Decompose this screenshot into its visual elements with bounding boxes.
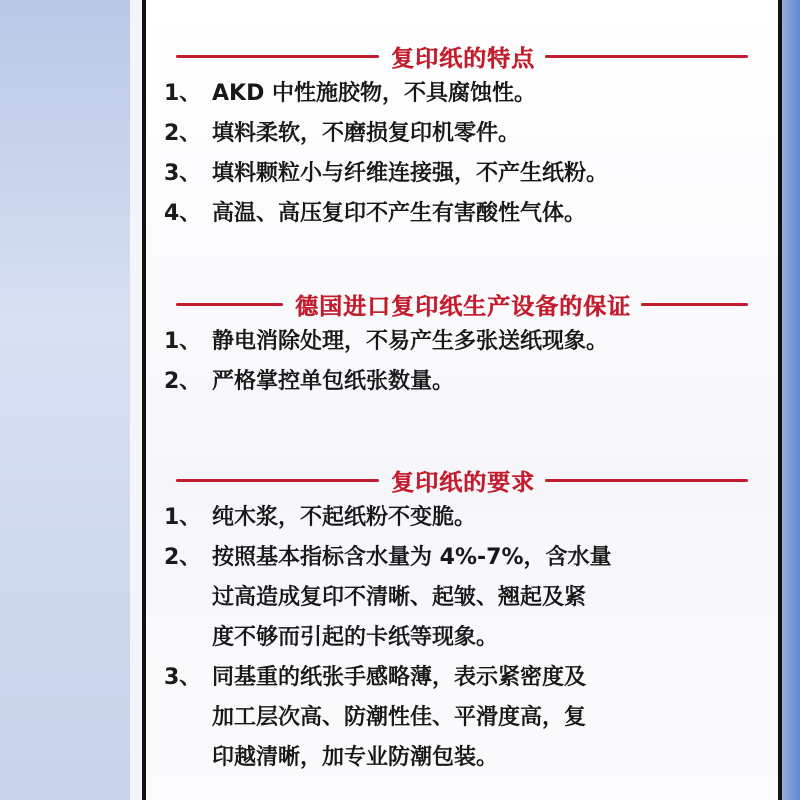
item-number: 1、 xyxy=(164,81,202,106)
section-header xyxy=(164,286,760,322)
item-line: 印越清晰，加专业防潮包装。 xyxy=(212,745,499,770)
item-line: AKD 中性施胶物，不具腐蚀性。 xyxy=(212,81,536,106)
item-text xyxy=(212,154,760,194)
item-line: 过高造成复印不清晰、起皱、翘起及紧 xyxy=(212,585,587,610)
item-text xyxy=(212,74,760,114)
header-rule-left xyxy=(176,303,283,306)
item-number: 3、 xyxy=(164,665,202,690)
item-line: 按照基本指标含水量为 4%-7%，含水量 xyxy=(212,545,612,570)
list-item xyxy=(164,538,760,658)
item-line: 填料颗粒小与纤维连接强，不产生纸粉。 xyxy=(212,161,609,186)
item-line: 加工层次高、防潮性佳、平滑度高，复 xyxy=(212,705,587,730)
list-item xyxy=(164,194,760,234)
item-text xyxy=(212,114,760,154)
section-title: 复印纸的要求 xyxy=(391,469,535,496)
header-rule-left xyxy=(176,479,379,482)
item-list xyxy=(164,74,760,234)
item-number: 1、 xyxy=(164,329,202,354)
section-equipment-guarantee xyxy=(164,286,760,402)
header-rule-left xyxy=(176,55,379,58)
list-item xyxy=(164,74,760,114)
item-list xyxy=(164,498,760,778)
item-number: 2、 xyxy=(164,121,202,146)
section-features xyxy=(164,38,760,234)
item-line: 高温、高压复印不产生有害酸性气体。 xyxy=(212,201,587,226)
header-rule-right xyxy=(641,303,748,306)
item-text xyxy=(212,498,760,538)
list-item xyxy=(164,322,760,362)
item-text xyxy=(212,322,760,362)
item-text xyxy=(212,362,760,402)
section-title: 复印纸的特点 xyxy=(391,45,535,72)
item-text xyxy=(212,194,760,234)
item-number: 2、 xyxy=(164,545,202,570)
item-number: 2、 xyxy=(164,369,202,394)
item-number: 1、 xyxy=(164,505,202,530)
item-line: 静电消除处理，不易产生多张送纸现象。 xyxy=(212,329,609,354)
item-line: 严格掌控单包纸张数量。 xyxy=(212,369,455,394)
item-text xyxy=(212,538,760,658)
section-header xyxy=(164,38,760,74)
list-item xyxy=(164,498,760,538)
section-header xyxy=(164,462,760,498)
item-line: 填料柔软，不磨损复印机零件。 xyxy=(212,121,521,146)
list-item xyxy=(164,154,760,194)
item-line: 度不够而引起的卡纸等现象。 xyxy=(212,625,499,650)
section-title: 德国进口复印纸生产设备的保证 xyxy=(295,293,631,320)
left-background-strip xyxy=(0,0,130,800)
item-number: 3、 xyxy=(164,161,202,186)
item-line: 纯木浆，不起纸粉不变脆。 xyxy=(212,505,477,530)
item-line: 同基重的纸张手感略薄，表示紧密度及 xyxy=(212,665,587,690)
item-list xyxy=(164,322,760,402)
label-card xyxy=(142,0,782,800)
item-text xyxy=(212,658,760,778)
header-rule-right xyxy=(545,479,748,482)
list-item xyxy=(164,114,760,154)
list-item xyxy=(164,362,760,402)
item-number: 4、 xyxy=(164,201,202,226)
header-rule-right xyxy=(545,55,748,58)
section-requirements xyxy=(164,462,760,778)
list-item xyxy=(164,658,760,778)
